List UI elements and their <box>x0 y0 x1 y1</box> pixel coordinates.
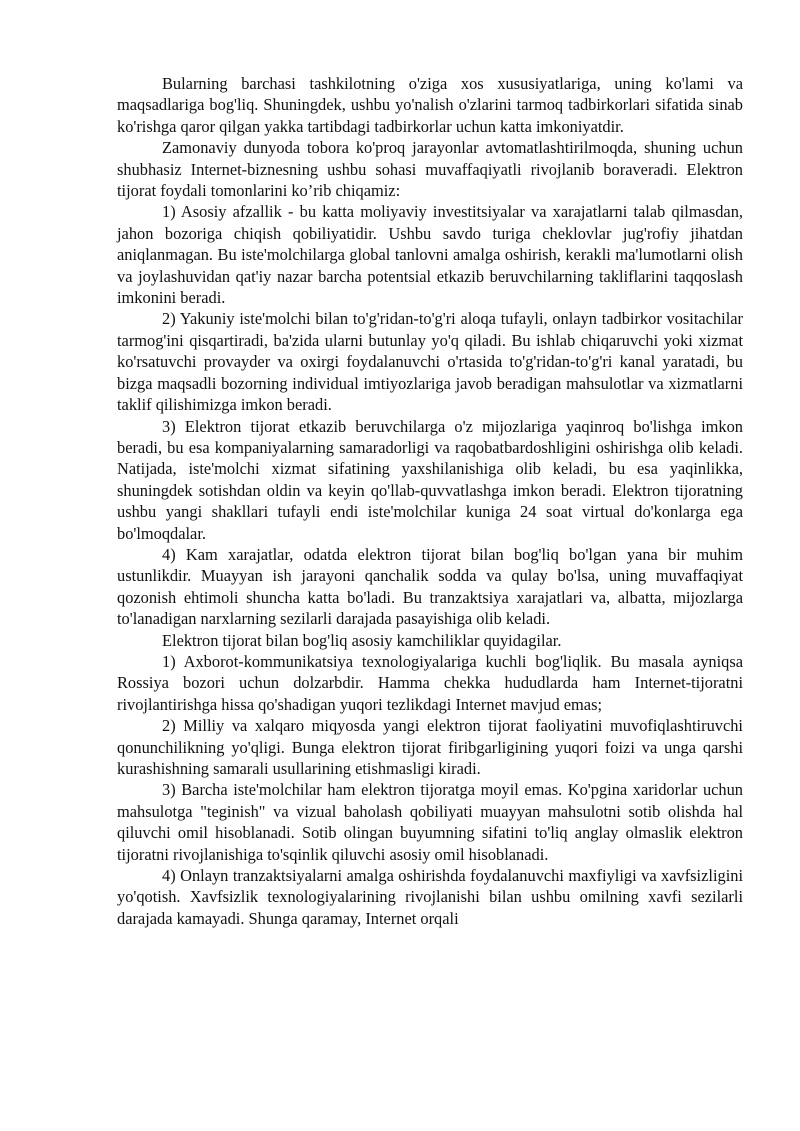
paragraph-disadvantage-1: 1) Axborot-kommunikatsiya texnologiyalariga kuchli bog'liqlik. Bu masala ayniqsa Rossiya bozori uchun dolzarbdir. Hamma chekka hududlarda ham Internet-tijoratni rivojlantirishga hissa qo'shadigan yuqori tezlikdagi Internet mavjud emas; <box>117 651 743 714</box>
paragraph-advantage-2: 2) Yakuniy iste'molchi bilan to'g'ridan-to'g'ri aloqa tufayli, onlayn tadbirkor vositachilar tarmog'ini qisqartiradi, ba'zida ularni butunlay yo'q qiladi. Bu ishlab chiqaruvchi yoki xizmat ko'rsatuvchi provayder va oxirgi foydalanuvchi o'rtasida to'g'ridan-to'g'ri kanal yaratadi, bu bizga maqsadli bozorning individual imtiyozlariga javob beradigan mahsulotlar va xizmatlarni taklif qilishimizga imkon beradi. <box>117 309 743 415</box>
paragraph-disadvantage-3: 3) Barcha iste'molchilar ham elektron tijoratga moyil emas. Ko'pgina xaridorlar uchun mahsulotga "teginish" va vizual baholash qobiliyati muayyan mahsulotni sotib olishda hal qiluvchi omil hisoblanadi. Sotib olingan buyumning sifatini to'liq anglay olmaslik elektron tijoratni rivojlanishiga to'sqinlik qiluvchi asosiy omil hisoblanadi. <box>117 780 743 864</box>
paragraph-advantage-3: 3) Elektron tijorat etkazib beruvchilarga o'z mijozlariga yaqinroq bo'lishga imkon beradi, bu esa kompaniyalarning samaradorligi va raqobatbardoshligini oshirishga olib keladi. Natijada, iste'molchi xizmat sifatining yaxshilanishiga olib keladi, bu esa yaqinlikka, shuningdek sotishdan oldin va keyin qo'llab-quvvatlashga imkon beradi. Elektron tijoratning ushbu yangi shakllari tufayli endi iste'molchilar kuniga 24 soat virtual do'konlarga ega bo'lmoqdalar. <box>117 416 743 543</box>
paragraph-modern-world: Zamonaviy dunyoda tobora ko'proq jarayonlar avtomatlashtirilmoqda, shuning uchun shubhasiz Internet-biznesning ushbu sohasi muvaffaqiyatli rivojlanib boraveradi. Elektron tijorat foydali tomonlarini ko’rib chiqamiz: <box>117 138 743 201</box>
paragraph-intro: Bularning barchasi tashkilotning o'ziga xos xususiyatlariga, uning ko'lami va maqsadlariga bog'liq. Shuningdek, ushbu yo'nalish o'zlarini tarmoq tadbirkorlari sifatida sinab ko'rishga qaror qilgan yakka tartibdagi tadbirkorlar uchun katta imkoniyatdir. <box>117 74 743 136</box>
paragraph-disadvantage-2: 2) Milliy va xalqaro miqyosda yangi elektron tijorat faoliyatini muvofiqlashtiruvchi qonunchilikning yo'qligi. Bunga elektron tijorat firibgarligining yuqori foizi va unga qarshi kurashishning samarali usullarining etishmasligi kiradi. <box>117 716 743 778</box>
paragraph-disadvantage-4: 4) Onlayn tranzaktsiyalarni amalga oshirishda foydalanuvchi maxfiyligi va xavfsizligini yo'qotish. Xavfsizlik texnologiyalarining rivojlanishi bilan ushbu omilning xavfi sezilarli darajada kamayadi. Shunga qaramay, Internet orqali <box>117 866 743 928</box>
paragraph-disadvantages-intro: Elektron tijorat bilan bog'liq asosiy kamchiliklar quyidagilar. <box>162 630 562 650</box>
document-page <box>117 73 743 929</box>
paragraph-advantage-4: 4) Kam xarajatlar, odatda elektron tijorat bilan bog'liq bo'lgan yana bir muhim ustunlikdir. Muayyan ish jarayoni qanchalik sodda va qulay bo'lsa, uning muvaffaqiyat qozonish ehtimoli shuncha katta bo'ladi. Bu tranzaktsiya xarajatlari va, albatta, mijozlarga to'lanadigan narxlarning sezilarli darajada pasayishiga olib keladi. <box>117 544 743 629</box>
paragraph-advantage-1: 1) Asosiy afzallik - bu katta moliyaviy investitsiyalar va xarajatlarni talab qilmasdan, jahon bozoriga chiqish qobiliyatidir. Ushbu savdo turiga cheklovlar jug'rofiy jihatdan aniqlanmagan. Bu iste'molchilarga global tanlovni amalga oshirish, kerakli ma'lumotlarni olish va joylashuvidan qat'iy nazar barcha potentsial etkazib beruvchilarning takliflarini taqqoslash imkonini beradi. <box>117 202 743 308</box>
